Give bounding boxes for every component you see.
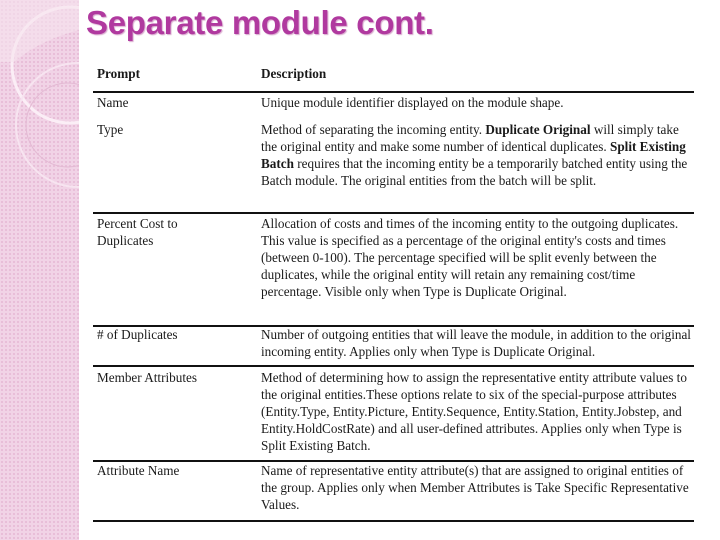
row-description: Method of determining how to assign the representative entity attribute values to the original entities.These options relate to six of the special-purpose attributes (Entity.Type, Entity.Picture, Entity.Sequence, Entity.Station, Entity.Jobstep, and Entity.HoldCostRate) and all user-defined attributes. Applies only when Type is Split Existing Batch.	[261, 370, 687, 453]
desc-text: Method of separating the incoming entity.	[261, 122, 486, 137]
row-prompt: # of Duplicates	[97, 327, 178, 342]
divider	[93, 212, 694, 214]
desc-text: will simply take the original entity and make some number of identical duplicates.	[261, 122, 679, 154]
prompt-description-table	[93, 60, 694, 522]
header-description: Description	[261, 66, 327, 81]
row-description: Unique module identifier displayed on the module shape.	[261, 95, 564, 110]
row-description: Number of outgoing entities that will leave the module, in addition to the original incoming entity. Applies only when Type is Duplicate Original.	[261, 327, 691, 359]
desc-bold-term: Duplicate Original	[485, 122, 591, 137]
slide-title: Separate module cont.	[86, 4, 434, 41]
row-description	[261, 122, 693, 190]
desc-text: requires that the incoming entity be a temporarily batched entity using the Batch module. The original entities from the batch will be split.	[261, 155, 688, 188]
row-prompt: Percent Cost to Duplicates	[97, 216, 178, 248]
divider	[93, 520, 694, 522]
row-description: Allocation of costs and times of the incoming entity to the outgoing duplicates. This value is specified as a percentage of the original entity's costs and times (between 0-100). The percentage specified will be split evenly between the duplicates, while the original entity will retain any remaining cost/time percentage. Visible only when Type is Duplicate Original.	[261, 216, 679, 299]
header-prompt: Prompt	[97, 66, 140, 81]
decorative-circles	[0, 0, 79, 540]
row-prompt: Type	[97, 122, 124, 137]
divider	[93, 91, 694, 93]
row-description: Name of representative entity attribute(s) that are assigned to original entities of the group. Applies only when Member Attributes is Take Specific Representative Values.	[261, 463, 689, 512]
desc-bold-term: Split Existing Batch	[261, 138, 686, 171]
row-prompt: Attribute Name	[97, 463, 180, 478]
decorative-side-strip	[0, 0, 79, 540]
row-prompt: Name	[97, 95, 129, 110]
row-prompt: Member Attributes	[97, 370, 197, 385]
divider	[93, 460, 694, 462]
divider	[93, 365, 694, 367]
